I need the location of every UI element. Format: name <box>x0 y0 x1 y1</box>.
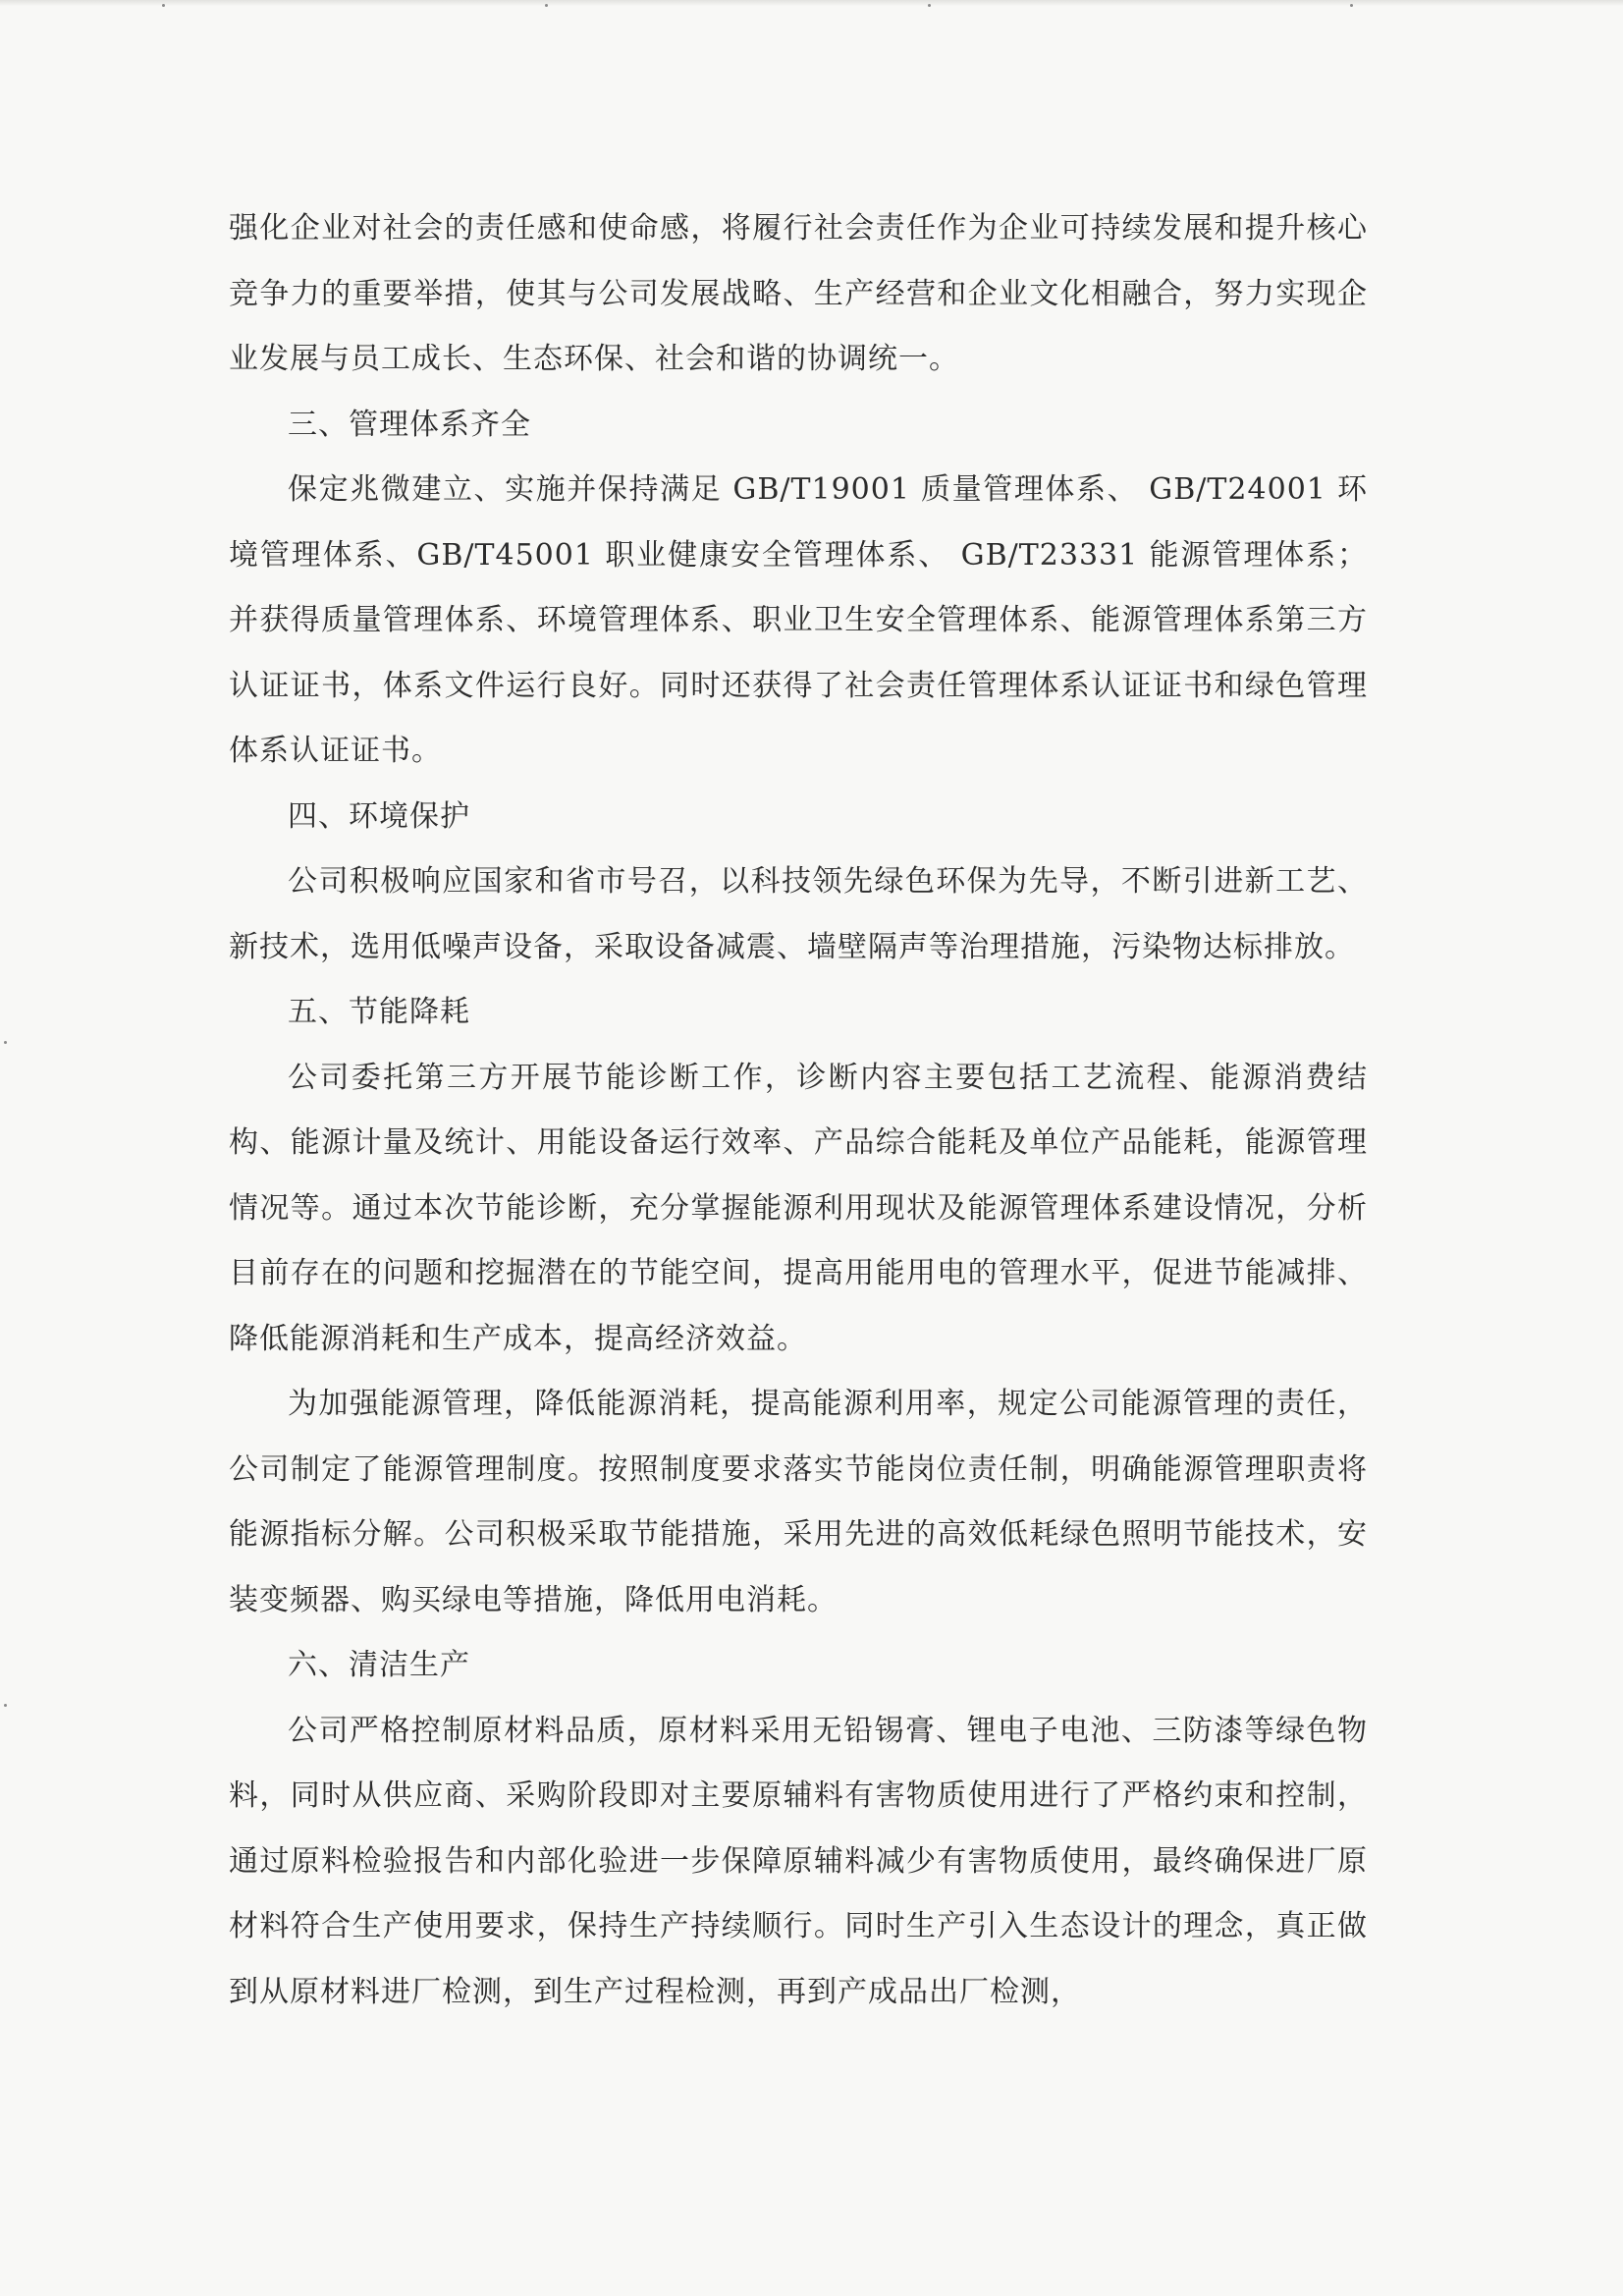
scan-speck <box>4 1041 7 1044</box>
section-heading: 三、管理体系齐全 <box>288 407 531 442</box>
paragraph: 公司严格控制原材料品质，原材料采用无铅锡膏、锂电子电池、三防漆等绿色物料，同时从供应商、采购阶段即对主要原辅料有害物质使用进行了严格约束和控制，通过原料检验报告和内部化验进一步保障原辅料减少有害物质使用，最终确保进厂原材料符合生产使用要求，保持生产持续顺行。同时生产引入生态设计的理念，真正做到从原材料进厂检测，到生产过程检测，再到产成品出厂检测， <box>229 1713 1368 2009</box>
scan-speck <box>545 4 548 7</box>
document-body <box>229 196 1368 2025</box>
paragraph: 保定兆微建立、实施并保持满足 GB/T19001 质量管理体系、 GB/T24001 环境管理体系、GB/T45001 职业健康安全管理体系、 GB/T23331 能源管理体系；并获得质量管理体系、环境管理体系、职业卫生安全管理体系、能源管理体系第三方认证证书，体系文件运行良好。同时还获得了社会责任管理体系认证证书和绿色管理体系认证证书。 <box>229 472 1368 768</box>
paragraph: 公司积极响应国家和省市号召，以科技领先绿色环保为先导，不断引进新工艺、新技术，选用低噪声设备，采取设备减震、墙壁隔声等治理措施，污染物达标排放。 <box>229 864 1368 964</box>
section-heading: 四、环境保护 <box>288 798 470 834</box>
section-heading: 六、清洁生产 <box>288 1648 470 1682</box>
section-heading: 五、节能降耗 <box>288 995 470 1029</box>
scan-speck <box>1350 4 1353 7</box>
paragraph: 为加强能源管理，降低能源消耗，提高能源利用率，规定公司能源管理的责任，公司制定了能源管理制度。按照制度要求落实节能岗位责任制，明确能源管理职责将能源指标分解。公司积极采取节能措施，采用先进的高效低耗绿色照明节能技术，安装变频器、购买绿电等措施，降低用电消耗。 <box>229 1387 1368 1617</box>
scan-speck <box>928 4 931 7</box>
scan-speck <box>162 4 165 7</box>
scan-speck <box>4 1704 7 1707</box>
paragraph: 强化企业对社会的责任感和使命感，将履行社会责任作为企业可持续发展和提升核心竞争力的重要举措，使其与公司发展战略、生产经营和企业文化相融合，努力实现企业发展与员工成长、生态环保、社会和谐的协调统一。 <box>229 211 1368 376</box>
paragraph: 公司委托第三方开展节能诊断工作，诊断内容主要包括工艺流程、能源消费结构、能源计量及统计、用能设备运行效率、产品综合能耗及单位产品能耗，能源管理情况等。通过本次节能诊断，充分掌握能源利用现状及能源管理体系建设情况，分析目前存在的问题和挖掘潜在的节能空间，提高用能用电的管理水平，促进节能减排、降低能源消耗和生产成本，提高经济效益。 <box>229 1060 1368 1356</box>
scan-edge <box>0 0 1623 6</box>
